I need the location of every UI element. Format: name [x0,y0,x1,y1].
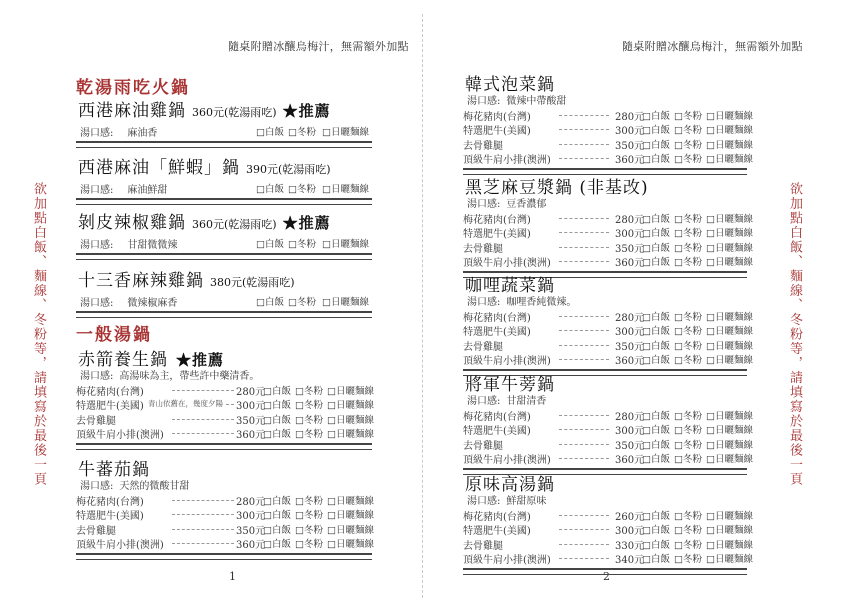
section-divider [76,141,372,148]
option-rice-checkbox[interactable]: □白飯 [642,228,670,240]
option-noodles-checkbox[interactable]: □日曬麵線 [706,125,753,137]
cut-name: 特選肥牛(美國) [463,229,531,241]
cut-name: 頂級牛肩小排(澳洲) [463,355,551,367]
option-vermicelli-checkbox[interactable]: □冬粉 [674,340,702,352]
option-vermicelli-checkbox[interactable]: □冬粉 [674,125,702,137]
option-vermicelli-checkbox[interactable]: □冬粉 [295,538,323,550]
option-rice-checkbox[interactable]: □白飯 [263,386,291,397]
price-row [463,408,753,423]
taste-label: 湯口感: [80,128,114,139]
option-vermicelli-checkbox[interactable]: □冬粉 [674,111,702,122]
cut-price: 350元 [615,140,645,152]
price-row [76,383,372,397]
cut-price: 360元 [615,154,645,166]
option-vermicelli-checkbox[interactable]: □冬粉 [674,256,702,268]
leader-dots [172,419,234,420]
leader-dots [559,115,609,116]
price-row [463,537,753,552]
cut-price: 360元 [615,355,645,367]
taste-line [80,477,189,492]
options-line [256,236,376,250]
option-noodles-checkbox[interactable]: □日曬麵線 [706,340,753,352]
price-row [463,508,753,523]
taste-line [80,181,167,196]
option-noodles-checkbox[interactable]: □日曬麵線 [322,127,369,138]
price-row [76,536,372,550]
option-vermicelli-checkbox[interactable]: □冬粉 [288,239,316,250]
option-vermicelli-checkbox[interactable]: □冬粉 [674,439,702,451]
cut-price: 350元 [615,243,645,255]
option-vermicelli-checkbox[interactable]: □冬粉 [288,127,316,138]
cut-name: 去骨雞腿 [463,341,503,353]
option-vermicelli-checkbox[interactable]: □冬粉 [674,312,702,323]
option-rice-checkbox[interactable]: □白飯 [642,511,670,522]
dish-name: 剝皮辣椒雞鍋 [78,213,186,233]
leader-dots [559,158,609,159]
price-row [463,422,753,438]
top-note-right: 隨桌附贈冰釀烏梅汁，無需額外加點 [622,40,803,53]
taste-label: 湯口感: [80,185,114,196]
option-rice-checkbox[interactable]: □白飯 [642,312,670,323]
dish-price: 390元(乾湯雨吃) [246,163,331,176]
option-rice-checkbox[interactable]: □白飯 [256,127,284,138]
price-row [463,451,753,466]
leader-dots [559,429,609,430]
leader-dots [559,558,609,559]
cut-price: 360元 [236,429,266,441]
price-row [463,352,753,367]
taste-label: 湯口感: [467,496,501,507]
section-title-soup-pot: 一般湯鍋 [76,325,152,345]
option-noodles-checkbox[interactable]: □日曬麵線 [706,511,753,522]
taste-line [467,195,546,210]
cut-price: 300元 [615,327,645,339]
leader-dots [559,129,609,130]
taste-desc: 甘甜清香 [506,396,547,407]
option-rice-checkbox[interactable]: □白飯 [263,496,291,507]
price-row [463,211,753,226]
dish-name: 將軍牛蒡鍋 [465,375,555,395]
option-noodles-checkbox[interactable]: □日曬麵線 [706,139,753,151]
cut-price: 360元 [236,539,266,551]
side-note-left: 欲加點白飯、麵線、冬粉等，請填寫於最後一頁 [31,182,46,487]
price-row [76,397,372,411]
taste-line [467,392,546,407]
dish-price: 360元(乾湯雨吃) [192,218,277,231]
leader-dots [559,515,609,516]
price-row [76,522,372,536]
option-rice-checkbox[interactable]: □白飯 [642,525,670,537]
price-row [76,493,372,507]
taste-label: 湯口感: [467,297,501,308]
dish-price: 380元(乾湯雨吃) [210,276,295,289]
option-noodles-checkbox[interactable]: □日曬麵線 [706,525,753,537]
options-line [256,181,376,195]
taste-line [467,293,576,308]
leader-dots [172,433,234,434]
cut-name: 頂級牛肩小排(澳洲) [463,257,551,269]
cut-price: 300元 [236,401,266,413]
dish-name: 牛蕃茄鍋 [78,460,150,480]
cut-name: 去骨雞腿 [76,415,116,427]
option-rice-checkbox[interactable]: □白飯 [642,340,670,352]
taste-desc: 豆香濃郁 [506,199,547,210]
option-noodles-checkbox[interactable]: □日曬麵線 [327,386,374,397]
price-row [463,240,753,255]
cut-name: 去骨雞腿 [463,140,503,152]
section-divider [76,443,372,450]
cut-name: 梅花豬肉(台灣) [463,512,531,523]
taste-desc: 鮮甜原味 [506,496,547,507]
taste-desc: 麻油香 [127,128,158,139]
page-number-1: 1 [229,570,236,583]
taste-label: 湯口感: [467,396,501,407]
dish-name: 咖哩蔬菜鍋 [465,276,555,296]
section-divider [76,198,372,205]
price-row [463,551,753,566]
option-rice-checkbox[interactable]: □白飯 [642,139,670,151]
option-rice-checkbox[interactable]: □白飯 [642,125,670,137]
option-noodles-checkbox[interactable]: □日曬麵線 [706,453,753,465]
leader-dots [559,544,609,545]
dish-title [78,96,331,121]
section-divider [76,553,372,560]
cut-price: 280元 [615,313,645,324]
option-vermicelli-checkbox[interactable]: □冬粉 [295,496,323,507]
cut-name: 梅花豬肉(台灣) [76,387,144,398]
page-number-2: 2 [603,570,610,583]
option-vermicelli-checkbox[interactable]: □冬粉 [674,326,702,338]
option-vermicelli-checkbox[interactable]: □冬粉 [674,425,702,437]
taste-line [80,236,177,251]
dish-name: 黑芝麻豆漿鍋 (非基改) [465,178,649,198]
option-noodles-checkbox[interactable]: □日曬麵線 [706,411,753,422]
option-noodles-checkbox[interactable]: □日曬麵線 [706,111,753,122]
cut-price: 350元 [236,415,266,427]
price-row [76,426,372,440]
dish-name: 原味高湯鍋 [465,475,555,495]
option-noodles-checkbox[interactable]: □日曬麵線 [322,184,369,195]
row-remark: 青山依舊在，幾度夕陽 [148,399,223,409]
price-row [463,338,753,353]
price-row [463,108,753,123]
cut-name: 去骨雞腿 [463,440,503,452]
option-rice-checkbox[interactable]: □白飯 [263,428,291,440]
option-vermicelli-checkbox[interactable]: □冬粉 [674,242,702,254]
price-row [463,225,753,241]
leader-dots [559,529,609,530]
option-noodles-checkbox[interactable]: □日曬麵線 [706,425,753,437]
leader-dots [172,529,234,530]
recommend-badge: ★推薦 [282,214,331,232]
cut-name: 特選肥牛(美國) [463,327,531,339]
cut-name: 特選肥牛(美國) [76,511,144,523]
cut-price: 280元 [615,412,645,423]
taste-line [467,492,546,507]
leader-dots [172,543,234,544]
cut-price: 350元 [236,525,266,537]
cut-name: 特選肥牛(美國) [76,401,144,413]
taste-label: 湯口感: [467,199,501,210]
option-rice-checkbox[interactable]: □白飯 [642,242,670,254]
cut-price: 360元 [615,454,645,466]
option-rice-checkbox[interactable]: □白飯 [263,400,291,412]
cut-name: 去骨雞腿 [76,525,116,537]
leader-dots [172,514,234,515]
dish-title [78,266,295,291]
option-vermicelli-checkbox[interactable]: □冬粉 [674,511,702,522]
cut-name: 去骨雞腿 [463,540,503,552]
cut-name: 梅花豬肉(台灣) [76,497,144,508]
cut-name: 去骨雞腿 [463,243,503,255]
option-noodles-checkbox[interactable]: □日曬麵線 [327,538,374,550]
option-noodles-checkbox[interactable]: □日曬麵線 [706,439,753,451]
taste-desc: 天然的微酸甘甜 [119,481,190,492]
taste-desc: 微辣中帶酸甜 [506,96,567,107]
cut-price: 280元 [615,215,645,226]
taste-desc: 咖哩香純微辣。 [506,297,577,308]
price-row [463,137,753,152]
option-rice-checkbox[interactable]: □白飯 [256,184,284,195]
option-rice-checkbox[interactable]: □白飯 [256,297,284,308]
price-row [463,437,753,452]
option-rice-checkbox[interactable]: □白飯 [642,214,670,225]
option-vermicelli-checkbox[interactable]: □冬粉 [295,428,323,440]
option-noodles-checkbox[interactable]: □日曬麵線 [706,354,753,366]
price-row [463,151,753,166]
option-rice-checkbox[interactable]: □白飯 [642,153,670,165]
option-noodles-checkbox[interactable]: □日曬麵線 [706,228,753,240]
leader-dots [559,415,609,416]
option-rice-checkbox[interactable]: □白飯 [642,411,670,422]
taste-label: 湯口感: [80,481,114,492]
leader-dots [559,359,609,360]
leader-dots [559,316,609,317]
taste-line [80,367,259,382]
option-vermicelli-checkbox[interactable]: □冬粉 [674,139,702,151]
option-rice-checkbox[interactable]: □白飯 [263,414,291,426]
option-noodles-checkbox[interactable]: □日曬麵線 [706,214,753,225]
cut-name: 梅花豬肉(台灣) [463,215,531,226]
price-row [463,309,753,324]
leader-dots [559,247,609,248]
option-vermicelli-checkbox[interactable]: □冬粉 [295,400,323,412]
option-noodles-checkbox[interactable]: □日曬麵線 [322,239,369,250]
option-rice-checkbox[interactable]: □白飯 [642,326,670,338]
option-vermicelli-checkbox[interactable]: □冬粉 [674,411,702,422]
taste-line [80,294,177,309]
cut-name: 頂級牛肩小排(澳洲) [463,454,551,466]
cut-price: 360元 [615,257,645,269]
price-row [76,412,372,426]
option-vermicelli-checkbox[interactable]: □冬粉 [674,354,702,366]
leader-dots [559,330,609,331]
option-vermicelli-checkbox[interactable]: □冬粉 [295,414,323,426]
dish-title [78,208,331,233]
option-rice-checkbox[interactable]: □白飯 [263,524,291,536]
dish-title [78,153,331,178]
cut-name: 頂級牛肩小排(澳洲) [76,429,164,441]
option-noodles-checkbox[interactable]: □日曬麵線 [327,428,374,440]
option-vermicelli-checkbox[interactable]: □冬粉 [674,153,702,165]
leader-dots [559,218,609,219]
leader-dots [559,345,609,346]
option-vermicelli-checkbox[interactable]: □冬粉 [295,524,323,536]
leader-dots [559,444,609,445]
option-noodles-checkbox[interactable]: □日曬麵線 [327,524,374,536]
option-noodles-checkbox[interactable]: □日曬麵線 [706,312,753,323]
leader-dots [172,390,234,391]
cut-price: 300元 [236,511,266,523]
option-noodles-checkbox[interactable]: □日曬麵線 [706,553,753,565]
option-rice-checkbox[interactable]: □白飯 [642,539,670,551]
option-vermicelli-checkbox[interactable]: □冬粉 [674,453,702,465]
taste-label: 湯口感: [467,96,501,107]
section-divider [463,568,747,575]
cut-name: 特選肥牛(美國) [463,526,531,538]
leader-dots [559,458,609,459]
option-vermicelli-checkbox[interactable]: □冬粉 [295,386,323,397]
section-divider [76,253,372,260]
dish-name: 十三香麻辣雞鍋 [78,271,204,291]
option-vermicelli-checkbox[interactable]: □冬粉 [674,539,702,551]
dish-name: 西港麻油「鮮蝦」鍋 [78,158,240,178]
section-title-dry-pot: 乾湯雨吃火鍋 [76,78,190,98]
option-rice-checkbox[interactable]: □白飯 [642,453,670,465]
cut-price: 260元 [615,512,645,523]
taste-desc: 高湯味為主，帶些許中藥清香。 [119,371,260,382]
recommend-badge: ★推薦 [176,351,225,369]
option-vermicelli-checkbox[interactable]: □冬粉 [674,214,702,225]
taste-desc: 麻油鮮甜 [127,185,168,196]
cut-price: 350元 [615,341,645,353]
option-vermicelli-checkbox[interactable]: □冬粉 [288,297,316,308]
cut-name: 特選肥牛(美國) [463,426,531,438]
options-line [256,124,376,138]
taste-line [467,92,566,107]
cut-price: 280元 [236,497,266,508]
dish-name: 韓式泡菜鍋 [465,75,555,95]
price-row [463,122,753,138]
option-noodles-checkbox[interactable]: □日曬麵線 [706,153,753,165]
cut-name: 頂級牛肩小排(澳洲) [463,554,551,566]
taste-line [80,124,157,139]
options-line [256,294,376,308]
section-divider [76,311,372,318]
cut-price: 300元 [615,526,645,538]
option-vermicelli-checkbox[interactable]: □冬粉 [674,553,702,565]
option-rice-checkbox[interactable]: □白飯 [263,510,291,522]
price-row [76,507,372,521]
cut-price: 300元 [615,229,645,241]
option-rice-checkbox[interactable]: □白飯 [642,256,670,268]
cut-name: 梅花豬肉(台灣) [463,412,531,423]
cut-price: 280元 [615,112,645,123]
option-rice-checkbox[interactable]: □白飯 [642,425,670,437]
taste-label: 湯口感: [80,371,114,382]
option-noodles-checkbox[interactable]: □日曬麵線 [706,256,753,268]
leader-dots [172,500,234,501]
dish-name: 赤箭養生鍋 [78,350,168,370]
page-divider [422,14,423,598]
option-noodles-checkbox[interactable]: □日曬麵線 [327,496,374,507]
cut-name: 梅花豬肉(台灣) [463,313,531,324]
option-vermicelli-checkbox[interactable]: □冬粉 [295,510,323,522]
taste-label: 湯口感: [80,298,114,309]
option-rice-checkbox[interactable]: □白飯 [642,439,670,451]
price-row [463,254,753,269]
option-noodles-checkbox[interactable]: □日曬麵線 [706,326,753,338]
cut-price: 350元 [615,440,645,452]
leader-dots [559,232,609,233]
cut-name: 頂級牛肩小排(澳洲) [463,154,551,166]
cut-price: 330元 [615,540,645,552]
taste-desc: 微辣椒麻香 [127,298,178,309]
taste-label: 湯口感: [80,240,114,251]
dish-price: 360元(乾湯雨吃) [192,106,277,119]
cut-price: 280元 [236,387,266,398]
option-noodles-checkbox[interactable]: □日曬麵線 [327,414,374,426]
leader-dots [559,144,609,145]
side-note-right: 欲加點白飯、麵線、冬粉等，請填寫於最後一頁 [787,182,802,487]
top-note-left: 隨桌附贈冰釀烏梅汁，無需額外加點 [228,40,409,53]
cut-price: 300元 [615,126,645,138]
option-vermicelli-checkbox[interactable]: □冬粉 [674,228,702,240]
option-rice-checkbox[interactable]: □白飯 [263,538,291,550]
option-rice-checkbox[interactable]: □白飯 [642,354,670,366]
option-rice-checkbox[interactable]: □白飯 [256,239,284,250]
option-noodles-checkbox[interactable]: □日曬麵線 [327,400,374,412]
cut-name: 頂級牛肩小排(澳洲) [76,539,164,551]
price-row [463,323,753,339]
leader-dots [559,261,609,262]
cut-name: 特選肥牛(美國) [463,126,531,138]
option-rice-checkbox[interactable]: □白飯 [642,553,670,565]
price-row [463,522,753,538]
cut-price: 340元 [615,554,645,566]
cut-name: 梅花豬肉(台灣) [463,112,531,123]
taste-desc: 甘甜微微辣 [127,240,178,251]
recommend-badge: ★推薦 [282,102,331,120]
option-vermicelli-checkbox[interactable]: □冬粉 [674,525,702,537]
option-noodles-checkbox[interactable]: □日曬麵線 [327,510,374,522]
option-vermicelli-checkbox[interactable]: □冬粉 [288,184,316,195]
dish-name: 西港麻油雞鍋 [78,101,186,121]
cut-price: 300元 [615,426,645,438]
option-rice-checkbox[interactable]: □白飯 [642,111,670,122]
option-noodles-checkbox[interactable]: □日曬麵線 [706,242,753,254]
option-noodles-checkbox[interactable]: □日曬麵線 [322,297,369,308]
option-noodles-checkbox[interactable]: □日曬麵線 [706,539,753,551]
